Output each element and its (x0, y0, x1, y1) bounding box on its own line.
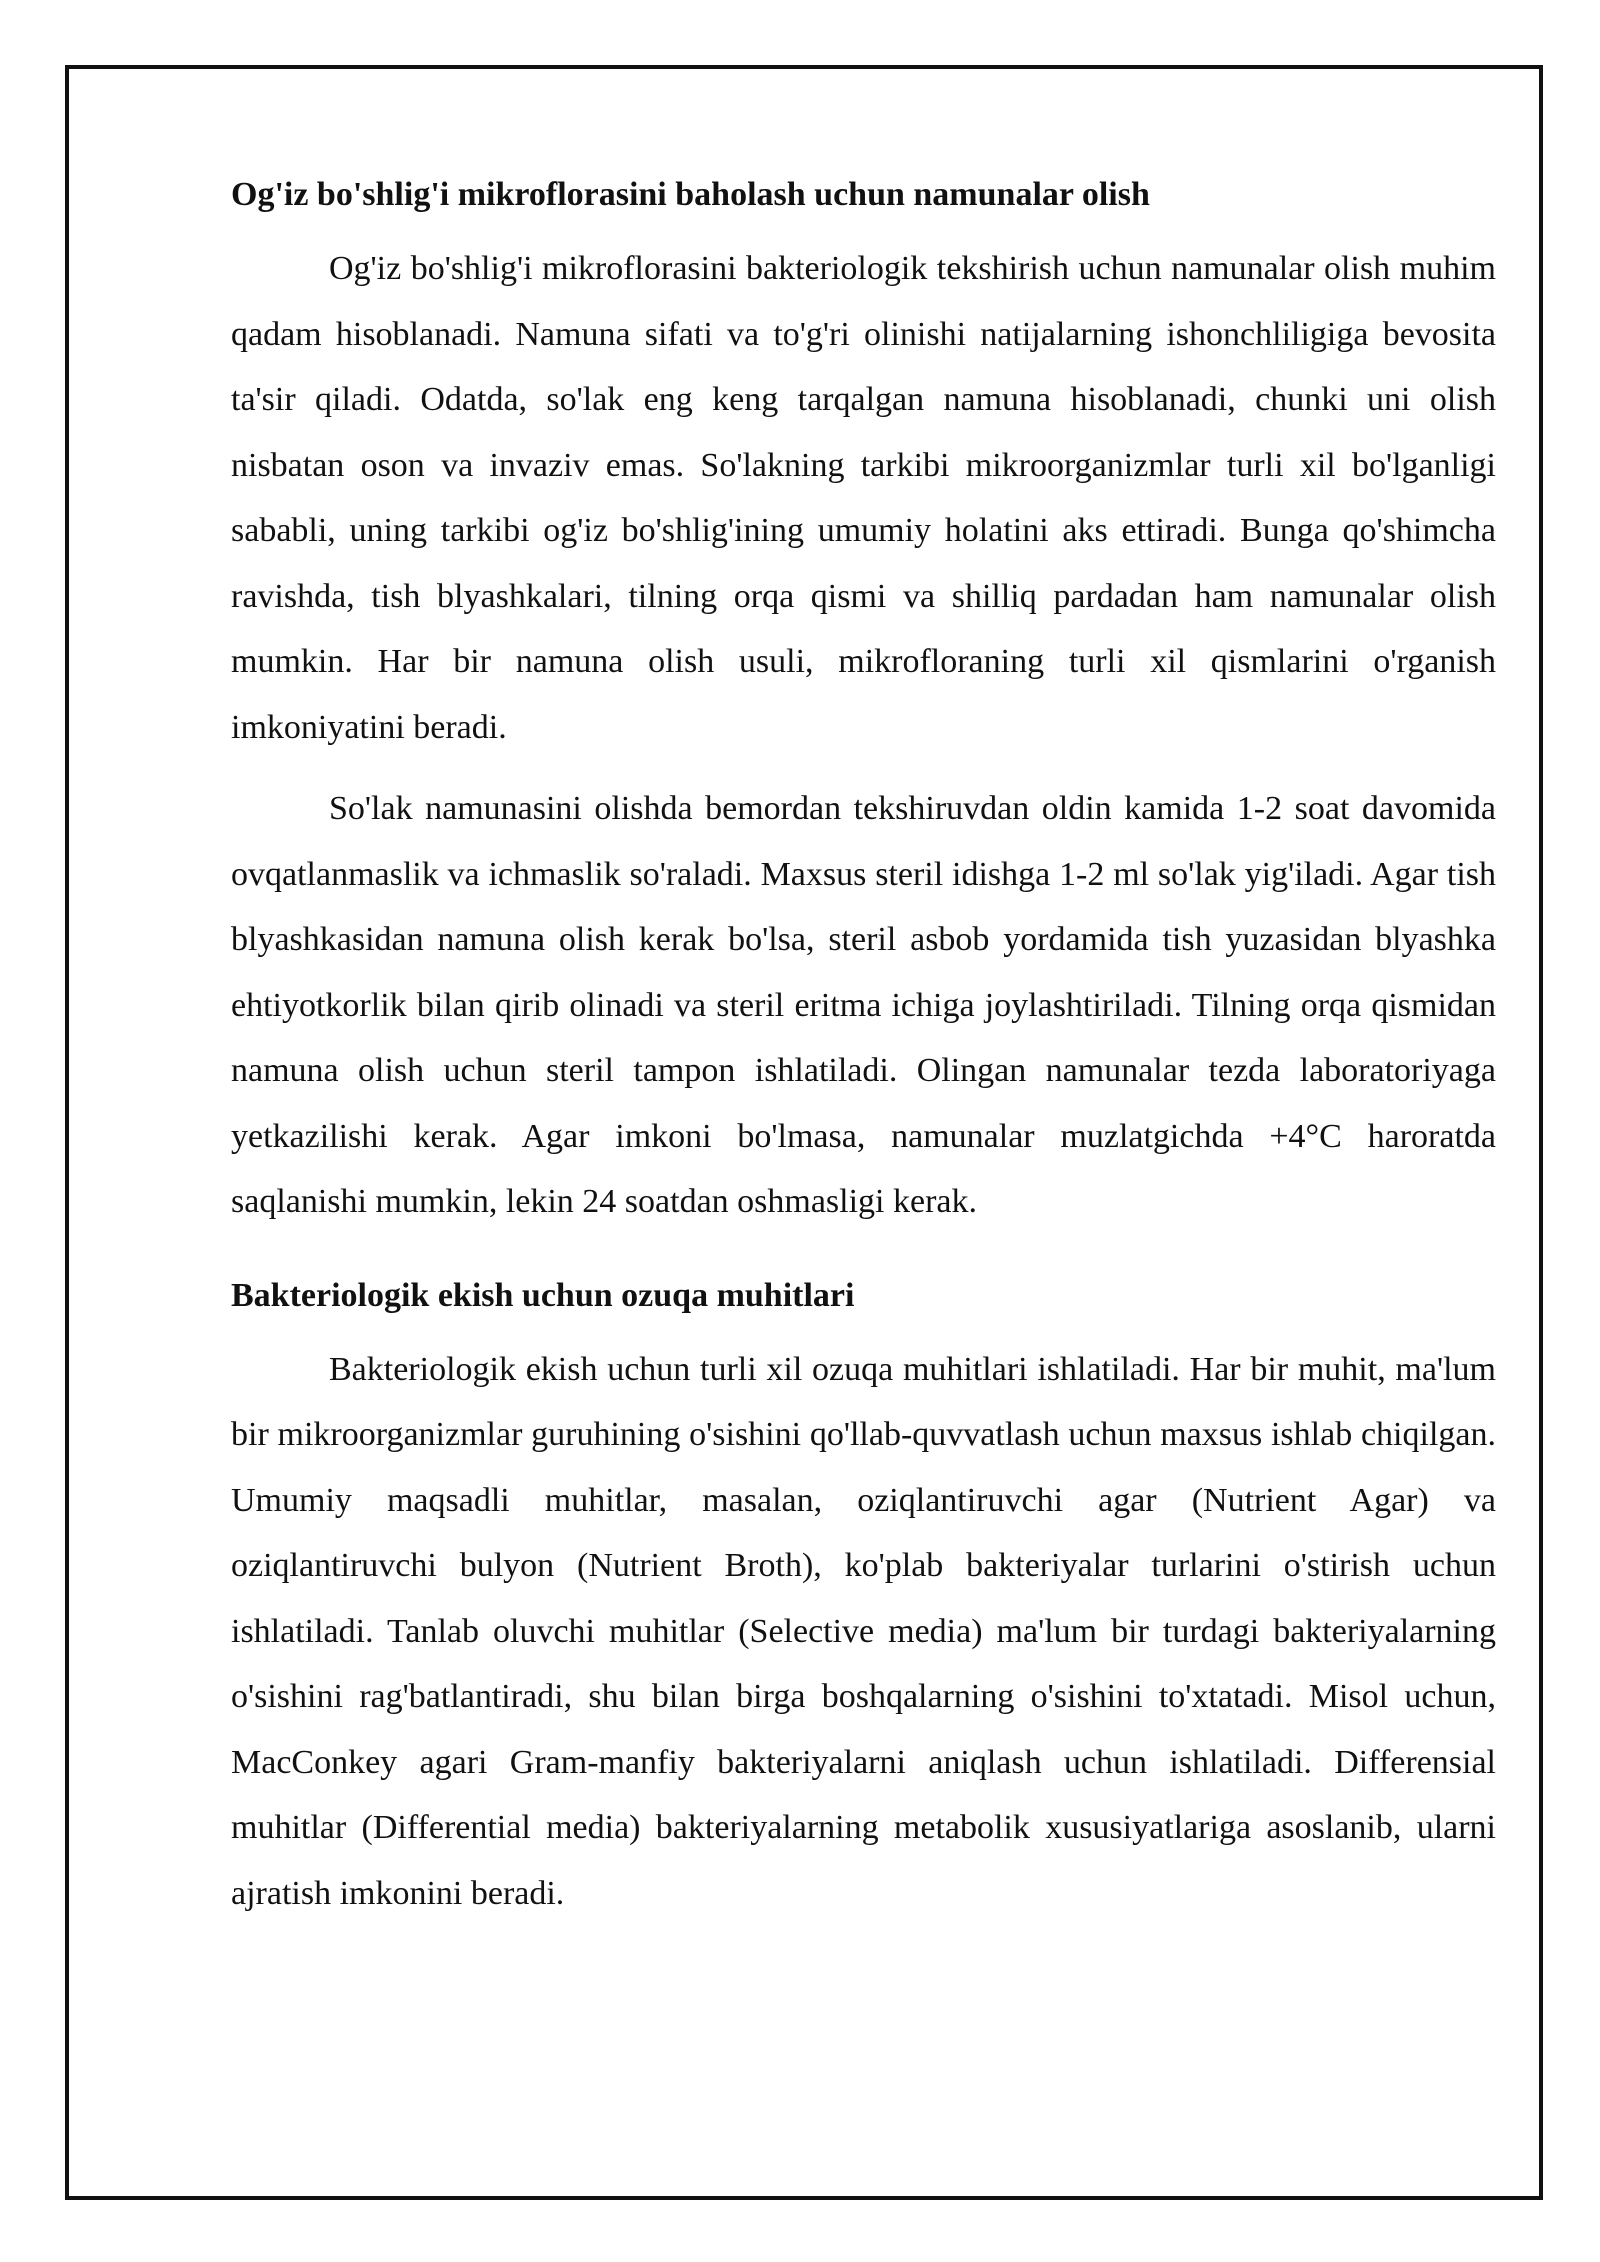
section-heading-sampling: Og'iz bo'shlig'i mikroflorasini baholash uchun namunalar olish (231, 176, 1150, 213)
paragraph-sampling-procedure: So'lak namunasini olishda bemordan tekshiruvdan oldin kamida 1-2 soat davomida ovqatlanmaslik va ichmaslik so'raladi. Maxsus steril idishga 1-2 ml so'lak yig'iladi. Agar tish blyashkasidan namuna olish kerak bo'lsa, steril asbob yordamida tish yuzasidan blyashka ehtiyotkorlik bilan qirib olinadi va steril eritma ichiga joylashtiriladi. Tilning orqa qismidan namuna olish uchun steril tampon ishlatiladi. Olingan namunalar tezda laboratoriyaga yetkazilishi kerak. Agar imkoni bo'lmasa, namunalar muzlatgichda +4°C haroratda saqlanishi mumkin, lekin 24 soatdan oshmasligi kerak. (231, 790, 1496, 1220)
paragraph-culture-media: Bakteriologik ekish uchun turli xil ozuqa muhitlari ishlatiladi. Har bir muhit, ma'lum bir mikroorganizmlar guruhining o'sishini qo'llab-quvvatlash uchun maxsus ishlab chiqilgan. Umumiy maqsadli muhitlar, masalan, oziqlantiruvchi agar (Nutrient Agar) va oziqlantiruvchi bulyon (Nutrient Broth), ko'plab bakteriyalar turlarini o'stirish uchun ishlatiladi. Tanlab oluvchi muhitlar (Selective media) ma'lum bir turdagi bakteriyalarning o'sishini rag'batlantiradi, shu bilan birga boshqalarning o'sishini to'xtatadi. Misol uchun, MacConkey agari Gram-manfiy bakteriyalarni aniqlash uchun ishlatiladi. Differensial muhitlar (Differential media) bakteriyalarning metabolik xususiyatlariga asoslanib, ularni ajratish imkonini beradi. (231, 1350, 1496, 1912)
document-body (231, 170, 1496, 1926)
section-heading-media: Bakteriologik ekish uchun ozuqa muhitlari (231, 1276, 855, 1314)
paragraph-sampling-intro: Og'iz bo'shlig'i mikroflorasini bakteriologik tekshirish uchun namunalar olish muhim qadam hisoblanadi. Namuna sifati va to'g'ri olinishi natijalarning ishonchliligiga bevosita ta'sir qiladi. Odatda, so'lak eng keng tarqalgan namuna hisoblanadi, chunki uni olish nisbatan oson va invaziv emas. So'lakning tarkibi mikroorganizmlar turli xil bo'lganligi sababli, uning tarkibi og'iz bo'shlig'ining umumiy holatini aks ettiradi. Bunga qo'shimcha ravishda, tish blyashkalari, tilning orqa qismi va shilliq pardadan ham namunalar olish mumkin. Har bir namuna olish usuli, mikrofloraning turli xil qismlarini o'rganish imkoniyatini beradi. (231, 250, 1496, 746)
